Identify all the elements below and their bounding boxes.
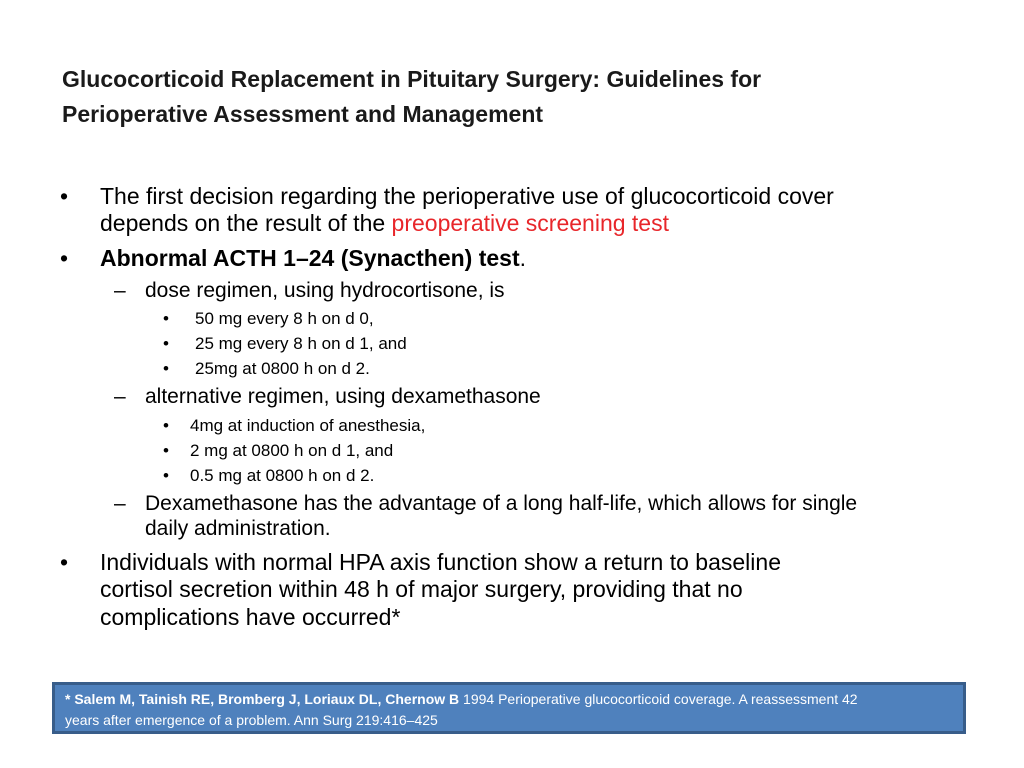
bullet-3-line-3: complications have occurred* <box>100 604 401 630</box>
citation-title: 1994 Perioperative glucocorticoid coverage. A reassessment 42 <box>459 691 858 707</box>
bullet-2-bold-text: Abnormal ACTH 1–24 (Synacthen) test <box>100 245 520 271</box>
dash-marker: – <box>114 279 126 302</box>
title-line-2: Perioperative Assessment and Management <box>62 101 544 127</box>
small-bullet-marker: • <box>163 334 169 353</box>
small-bullet-marker: • <box>163 466 169 485</box>
bullet-1-text: depends on the result of the <box>100 210 392 236</box>
small-bullet-marker: • <box>163 441 169 460</box>
title-line-1: Glucocorticoid Replacement in Pituitary Surgery: Guidelines for <box>62 66 762 92</box>
sub-2-item: 2 mg at 0800 h on d 1, and <box>190 441 394 460</box>
sub-3-line-2: daily administration. <box>145 517 331 540</box>
sub-1-item: 25mg at 0800 h on d 2. <box>195 359 370 378</box>
sub-2-text: alternative regimen, using dexamethasone <box>145 385 541 408</box>
citation-line-2: years after emergence of a problem. Ann Surg 219:416–425 <box>65 712 438 728</box>
bullet-2-line <box>100 245 526 272</box>
citation-line-1 <box>65 688 858 710</box>
bullet-3-line-2: cortisol secretion within 48 h of major surgery, providing that no <box>100 576 743 602</box>
small-bullet-marker: • <box>163 309 169 328</box>
dash-marker: – <box>114 492 126 515</box>
bullet-marker: • <box>60 549 69 575</box>
bullet-1-line-1: The first decision regarding the perioperative use of glucocorticoid cover <box>100 183 834 209</box>
bullet-2-suffix: . <box>519 245 527 271</box>
bullet-3-line-1: Individuals with normal HPA axis function show a return to baseline <box>100 549 781 575</box>
sub-1-text: dose regimen, using hydrocortisone, is <box>145 279 505 302</box>
highlight-preoperative-screening: preoperative screening test <box>391 210 669 236</box>
sub-1-item: 25 mg every 8 h on d 1, and <box>195 334 407 353</box>
small-bullet-marker: • <box>163 359 169 378</box>
citation-authors: * Salem M, Tainish RE, Bromberg J, Loriaux DL, Chernow B <box>65 691 460 707</box>
sub-2-item: 0.5 mg at 0800 h on d 2. <box>190 466 375 485</box>
sub-3-line-1: Dexamethasone has the advantage of a long half-life, which allows for single <box>145 492 858 515</box>
small-bullet-marker: • <box>163 416 169 435</box>
sub-2-item: 4mg at induction of anesthesia, <box>190 416 426 435</box>
bullet-marker: • <box>60 245 69 271</box>
bullet-marker: • <box>60 183 69 209</box>
sub-1-item: 50 mg every 8 h on d 0, <box>195 309 374 328</box>
bullet-1-line-2 <box>100 210 669 237</box>
citation-box <box>52 682 966 734</box>
dash-marker: – <box>114 385 126 408</box>
